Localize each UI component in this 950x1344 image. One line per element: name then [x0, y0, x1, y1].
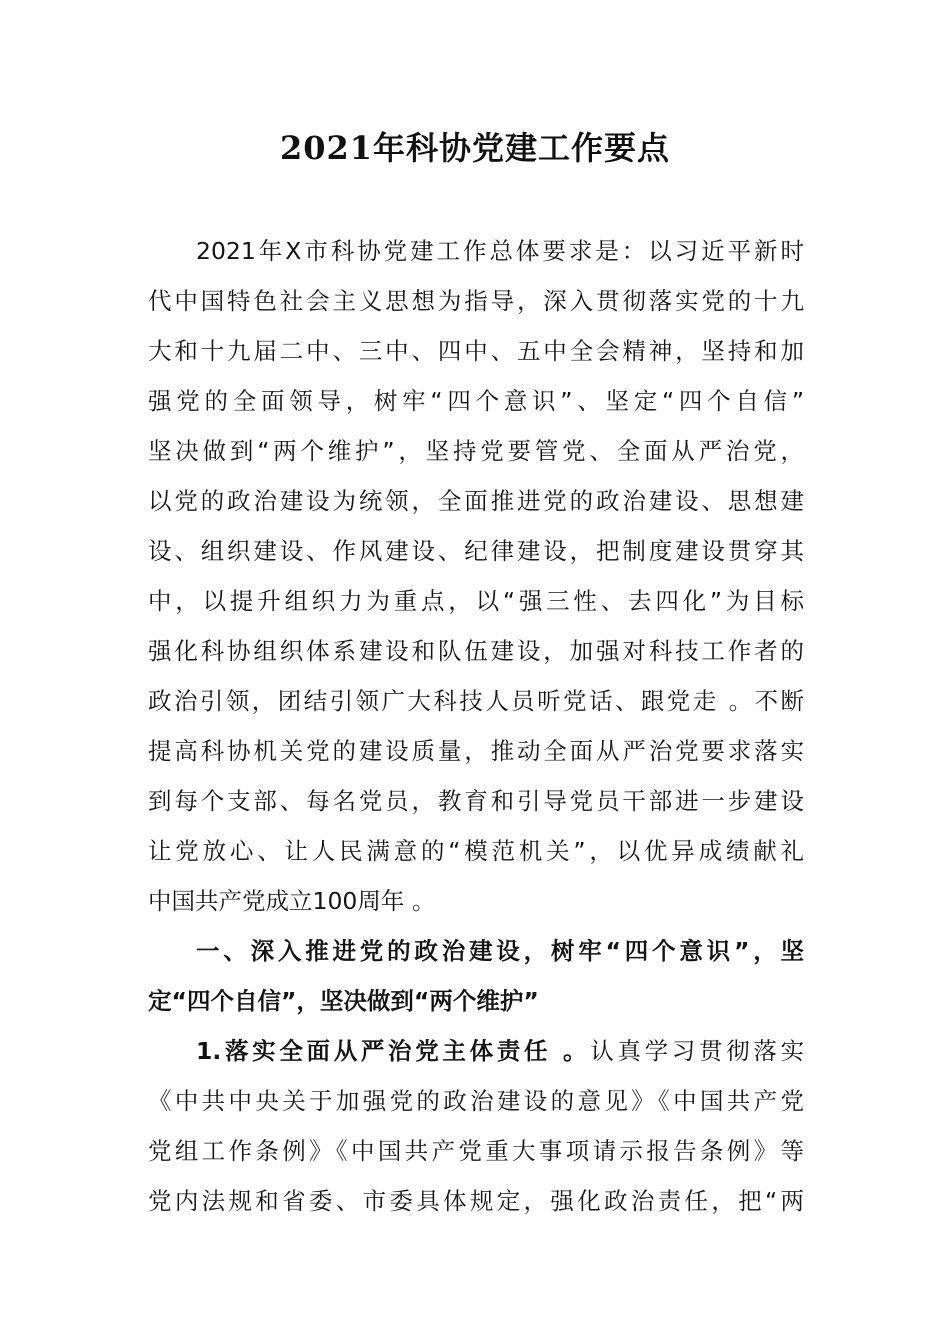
paragraph-line: 大和十九届二中、三中、四中、五中全会精神，坚持和加	[148, 337, 804, 365]
paragraph-line: 提高科协机关党的建设质量，推动全面从严治党要求落实	[148, 737, 804, 765]
heading-line: 一、深入推进党的政治建设，树牢“四个意识”，坚	[196, 937, 804, 965]
paragraph-lead: 1.落实全面从严治党主体责任 。	[196, 1037, 591, 1065]
paragraph-line: 中国共产党成立100周年 。	[148, 887, 436, 915]
paragraph-line: 中，以提升组织力为重点，以“强三性、去四化”为目标	[148, 587, 804, 615]
heading-line: 定“四个自信”，坚决做到“两个维护”	[148, 987, 539, 1015]
paragraph-line: 坚决做到“两个维护”，坚持党要管党、全面从严治党，	[148, 437, 804, 465]
paragraph-main-responsibility	[148, 1026, 804, 1226]
paragraph-general-requirements	[148, 226, 804, 926]
paragraph-line: 以党的政治建设为统领，全面推进党的政治建设、思想建	[148, 487, 804, 515]
paragraph-line: 设、组织建设、作风建设、纪律建设，把制度建设贯穿其	[148, 537, 804, 565]
paragraph-line: 党组工作条例》《中国共产党重大事项请示报告条例》等	[148, 1137, 804, 1165]
paragraph-line: 政治引领，团结引领广大科技人员听党话、跟党走 。不断	[148, 687, 804, 715]
paragraph-line: 《中共中央关于加强党的政治建设的意见》《中国共产党	[148, 1087, 804, 1115]
paragraph-line: 强党的全面领导，树牢“四个意识”、坚定“四个自信”	[148, 387, 804, 415]
section-heading-political-construction	[148, 926, 804, 1026]
paragraph-line: 代中国特色社会主义思想为指导，深入贯彻落实党的十九	[148, 287, 804, 315]
document-title: 2021年科协党建工作要点	[279, 129, 671, 167]
paragraph-line: 强化科协组织体系建设和队伍建设，加强对科技工作者的	[148, 637, 804, 665]
paragraph-line: 党内法规和省委、市委具体规定，强化政治责任，把“两	[148, 1187, 804, 1215]
paragraph-line-text: 认真学习贯彻落实	[590, 1037, 804, 1065]
paragraph-line: 到每个支部、每名党员，教育和引导党员干部进一步建设	[148, 787, 804, 815]
paragraph-line	[148, 1026, 804, 1076]
paragraph-line: 让党放心、让人民满意的“模范机关”，以优异成绩献礼	[148, 837, 804, 865]
paragraph-line: 2021年X市科协党建工作总体要求是：以习近平新时	[196, 237, 804, 265]
